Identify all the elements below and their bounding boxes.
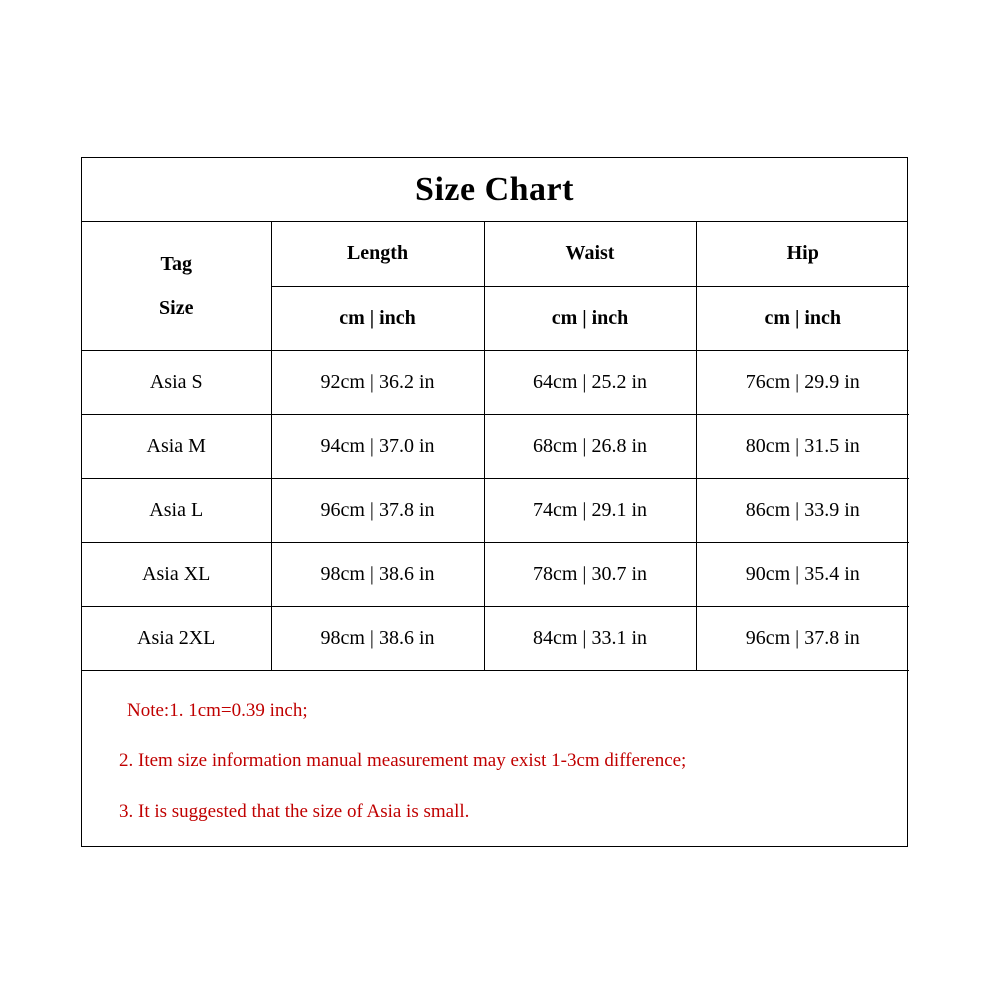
table-row <box>82 478 909 542</box>
waist-cell: 78cm | 30.7 in <box>484 542 696 606</box>
size-cell: Asia 2XL <box>82 606 271 670</box>
hip-unit-header: cm | inch <box>696 286 909 350</box>
waist-unit-header: cm | inch <box>484 286 696 350</box>
table-row <box>82 350 909 414</box>
waist-cell: 84cm | 33.1 in <box>484 606 696 670</box>
length-unit-header: cm | inch <box>271 286 484 350</box>
table-row <box>82 606 909 670</box>
waist-cell: 64cm | 25.2 in <box>484 350 696 414</box>
size-header-label: Size <box>159 296 194 319</box>
length-header: Length <box>271 222 484 286</box>
size-cell: Asia XL <box>82 542 271 606</box>
size-table <box>82 222 909 671</box>
hip-cell: 90cm | 35.4 in <box>696 542 909 606</box>
chart-title: Size Chart <box>415 170 574 208</box>
length-cell: 98cm | 38.6 in <box>271 606 484 670</box>
size-chart <box>81 157 908 847</box>
waist-cell: 74cm | 29.1 in <box>484 478 696 542</box>
size-cell: Asia S <box>82 350 271 414</box>
size-cell: Asia M <box>82 414 271 478</box>
table-row <box>82 542 909 606</box>
note-line: 3. It is suggested that the size of Asia is small. <box>119 801 470 822</box>
length-cell: 92cm | 36.2 in <box>271 350 484 414</box>
header-row <box>82 222 909 286</box>
length-cell: 94cm | 37.0 in <box>271 414 484 478</box>
size-cell: Asia L <box>82 478 271 542</box>
length-cell: 96cm | 37.8 in <box>271 478 484 542</box>
hip-cell: 76cm | 29.9 in <box>696 350 909 414</box>
notes-section <box>82 672 907 846</box>
title-row <box>82 158 907 222</box>
tag-size-header <box>82 222 271 350</box>
waist-cell: 68cm | 26.8 in <box>484 414 696 478</box>
note-line: Note:1. 1cm=0.39 inch; <box>127 700 308 721</box>
hip-cell: 80cm | 31.5 in <box>696 414 909 478</box>
note-line: 2. Item size information manual measurement may exist 1-3cm difference; <box>119 750 687 771</box>
waist-header: Waist <box>484 222 696 286</box>
tag-header-label: Tag <box>160 252 192 275</box>
hip-cell: 96cm | 37.8 in <box>696 606 909 670</box>
table-row <box>82 414 909 478</box>
hip-header: Hip <box>696 222 909 286</box>
length-cell: 98cm | 38.6 in <box>271 542 484 606</box>
hip-cell: 86cm | 33.9 in <box>696 478 909 542</box>
